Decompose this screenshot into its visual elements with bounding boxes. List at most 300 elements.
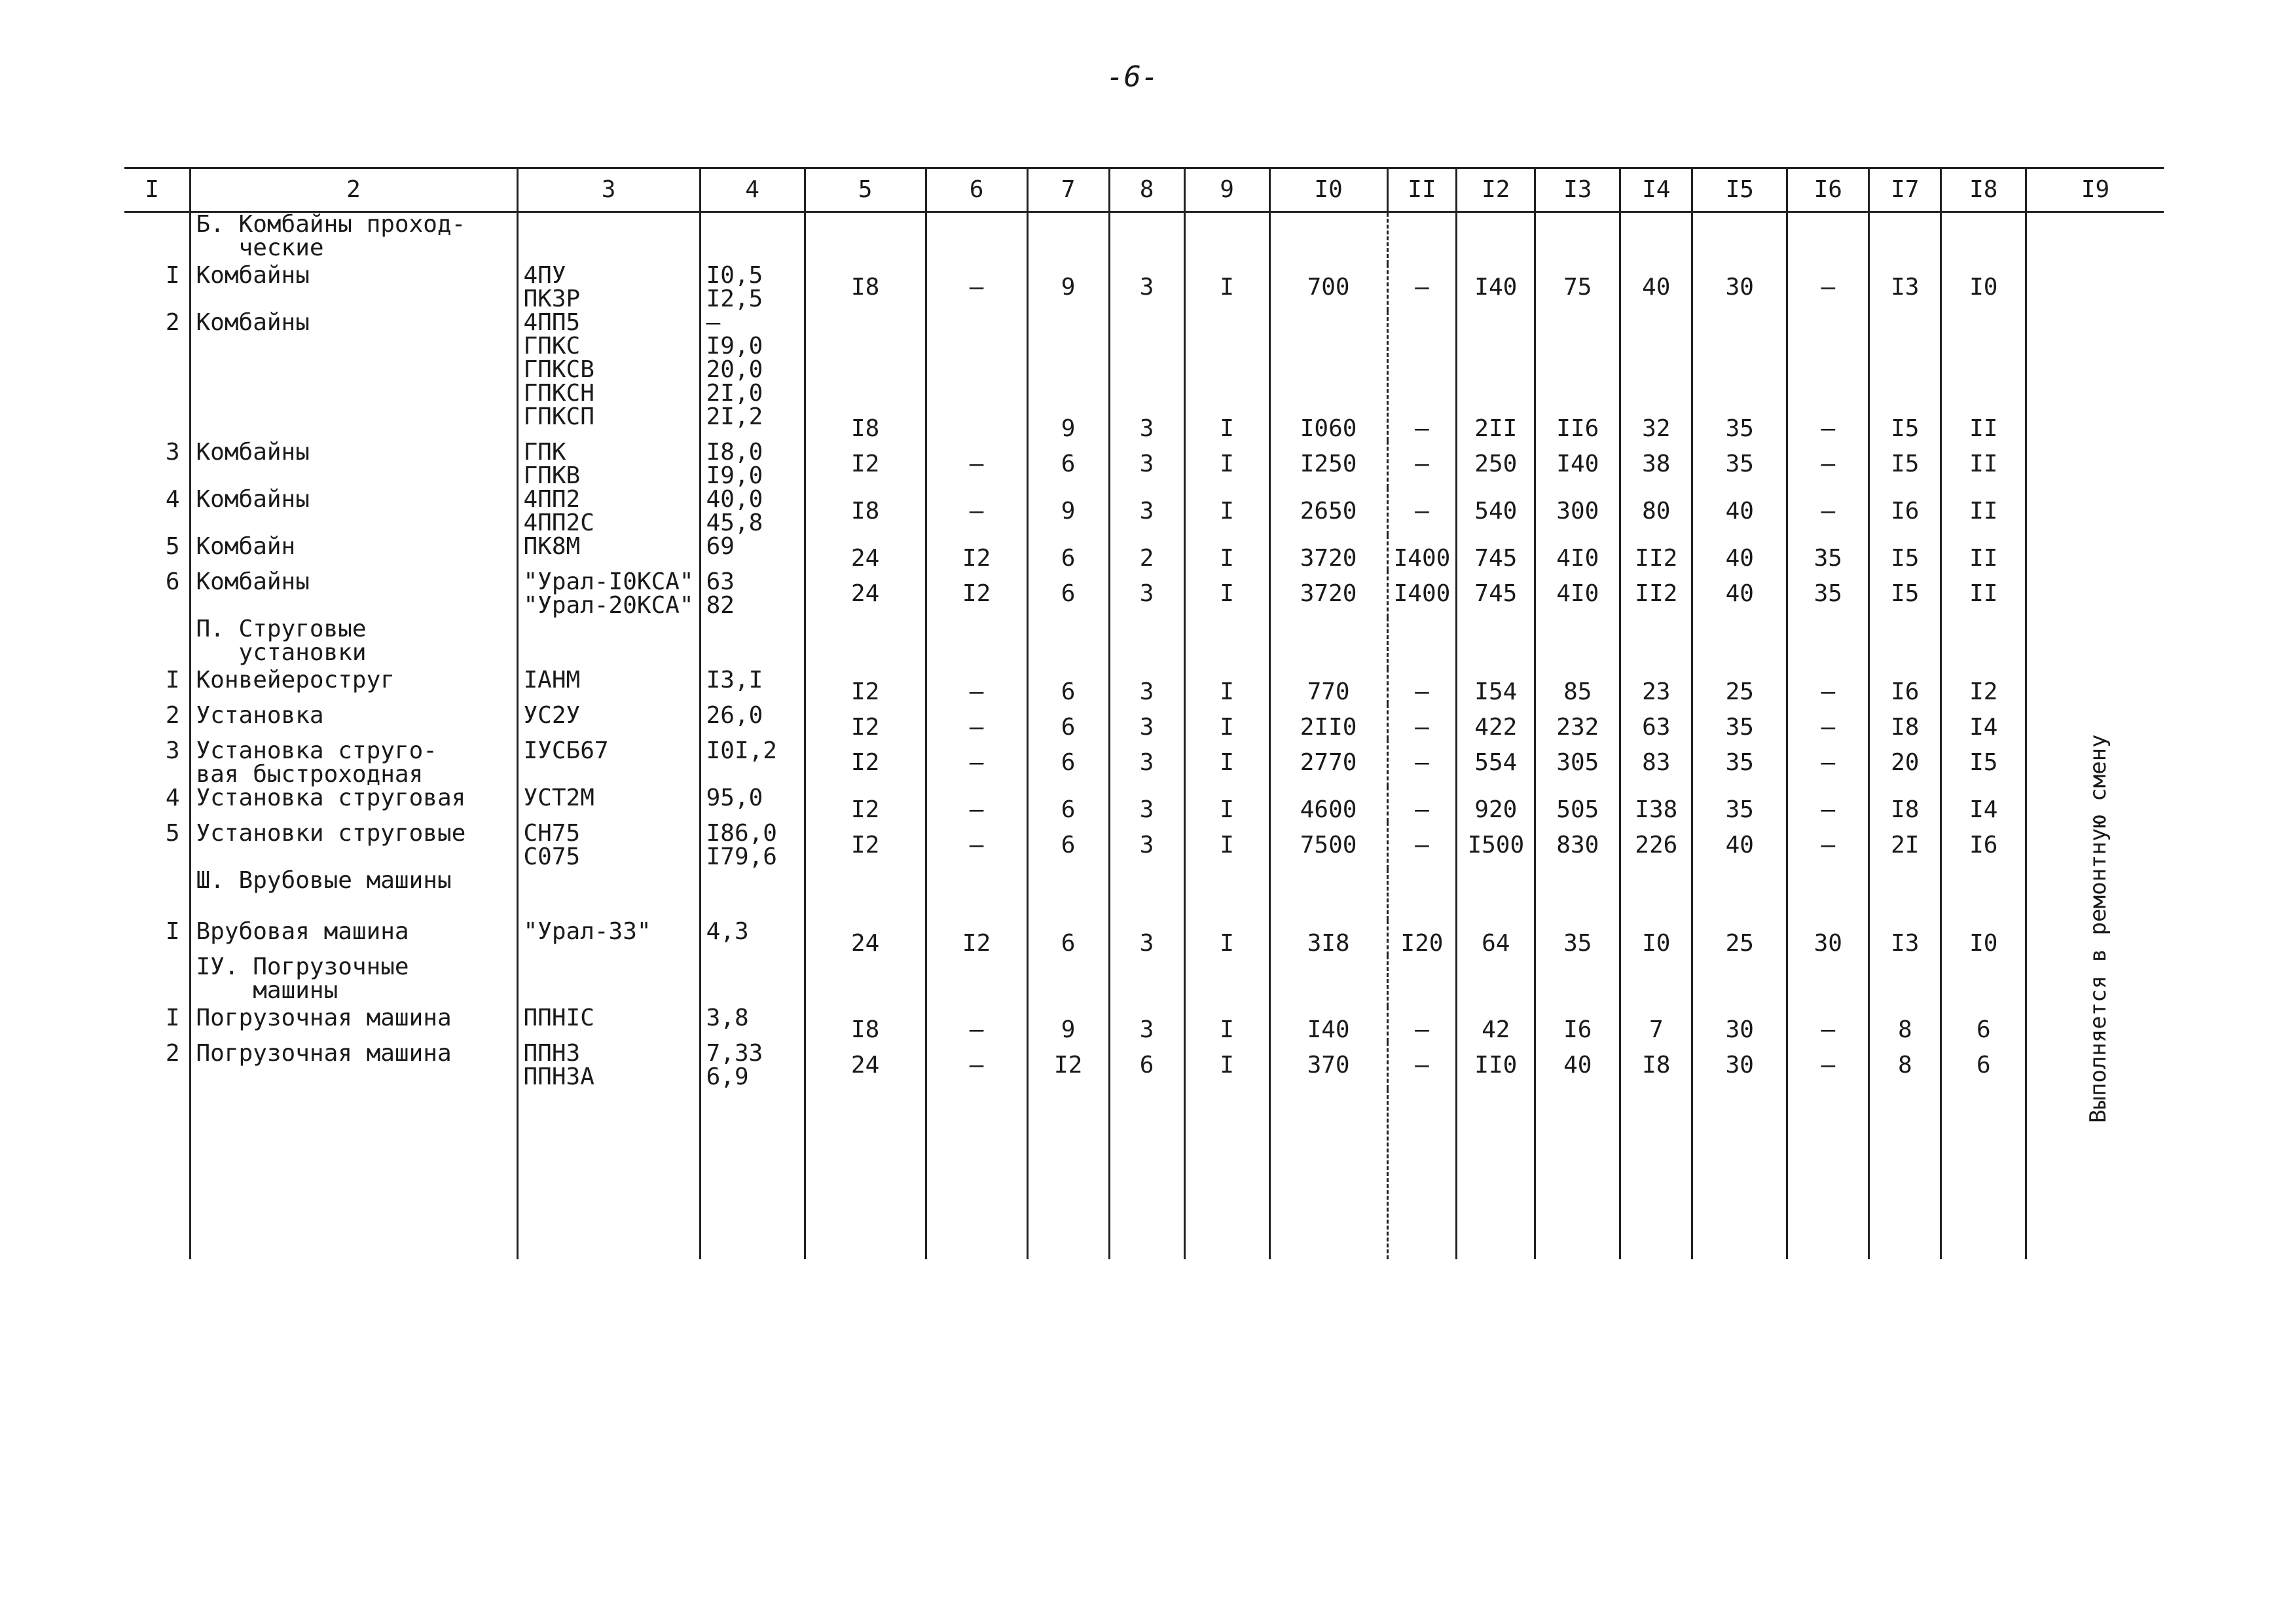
cell-col-1 [124,869,190,920]
cell-col-2: Установки струговые [190,822,517,869]
cell-col-11 [1387,212,1457,265]
cell-col-4 [700,955,805,1006]
cell-col-8: 3 [1109,669,1184,704]
cell-col-10: I060 [1269,311,1387,441]
section-row [124,955,2164,1006]
cell-col-6 [926,618,1027,669]
table-row [124,488,2164,535]
cell-col-9: I [1184,311,1269,441]
cell-col-14: 38 [1620,441,1692,488]
column-header-5: 5 [805,168,926,212]
cell-col-4: 40,0 45,8 [700,488,805,535]
cell-col-14 [1620,955,1692,1006]
cell-col-1: 5 [165,822,180,847]
cell-col-8: 2 [1109,535,1184,570]
cell-col-10: 3720 [1269,535,1387,570]
cell-col-11: – [1387,264,1457,311]
cell-col-11: – [1387,704,1457,739]
cell-col-3: ПК8М [517,535,700,570]
cell-col-6: – [926,1006,1027,1042]
table-row [124,822,2164,869]
blank-cell [1941,1089,2026,1259]
cell-col-16: – [1787,739,1869,786]
cell-col-13: 85 [1535,669,1620,704]
cell-col-7: 6 [1027,739,1109,786]
cell-col-13: 4I0 [1535,535,1620,570]
cell-col-19 [2026,535,2164,570]
cell-col-16: – [1787,669,1869,704]
cell-col-9 [1184,869,1269,920]
cell-col-1: I [165,264,180,289]
cell-col-7: 6 [1027,822,1109,869]
cell-col-4: 7,33 6,9 [700,1042,805,1089]
cell-col-10: 370 [1269,1042,1387,1089]
cell-col-1: 3 [165,441,180,466]
table-row [124,570,2164,618]
cell-col-2: Конвейероструг [190,669,517,704]
cell-col-15: 30 [1692,1042,1787,1089]
cell-col-13: I40 [1535,441,1620,488]
cell-col-14: 23 [1620,669,1692,704]
cell-col-10: I40 [1269,1006,1387,1042]
cell-col-5: 24 [805,1042,926,1089]
cell-col-12: 42 [1457,1006,1535,1042]
cell-col-5: I8 [805,1006,926,1042]
cell-col-2: Комбайны [190,264,517,311]
table-header [124,168,2164,212]
cell-col-5: I8 [805,264,926,311]
cell-col-15: 40 [1692,570,1787,618]
cell-col-6: – [926,822,1027,869]
cell-col-4: 95,0 [700,786,805,822]
cell-col-6: I2 [926,570,1027,618]
cell-col-12: 540 [1457,488,1535,535]
cell-col-17: I6 [1869,488,1941,535]
cell-col-4: 26,0 [700,704,805,739]
column-header-3: 3 [517,168,700,212]
cell-col-8: 6 [1109,1042,1184,1089]
blank-cell [1620,1089,1692,1259]
cell-col-9: I [1184,920,1269,955]
cell-col-3: 4ПУ ПКЗР [517,264,700,311]
cell-col-2: Погрузочная машина [190,1042,517,1089]
blank-cell [700,1089,805,1259]
cell-col-12: 554 [1457,739,1535,786]
blank-cell [1184,1089,1269,1259]
cell-col-12 [1457,869,1535,920]
cell-col-14: I38 [1620,786,1692,822]
cell-col-1: 4 [165,786,180,811]
cell-col-11: – [1387,1006,1457,1042]
cell-col-17: I5 [1869,441,1941,488]
cell-col-14: 63 [1620,704,1692,739]
cell-col-7: 9 [1027,311,1109,441]
blank-cell [1027,1089,1109,1259]
cell-col-18: 6 [1941,1042,2026,1089]
column-header-17: I7 [1869,168,1941,212]
cell-col-17: I5 [1869,535,1941,570]
table-row [124,311,2164,441]
cell-col-10: 7500 [1269,822,1387,869]
cell-col-10: 700 [1269,264,1387,311]
cell-col-3: УС2У [517,704,700,739]
cell-col-14: II2 [1620,570,1692,618]
cell-col-2: П. Струговые установки [190,618,517,669]
blank-cell [1457,1089,1535,1259]
cell-col-4: 63 82 [700,570,805,618]
cell-col-7: 6 [1027,704,1109,739]
cell-col-13 [1535,869,1620,920]
table-row [124,264,2164,311]
table-row [124,1042,2164,1089]
cell-col-13: 830 [1535,822,1620,869]
cell-col-13: 505 [1535,786,1620,822]
cell-col-15: 35 [1692,786,1787,822]
cell-col-8: 3 [1109,822,1184,869]
blank-cell [124,1089,190,1259]
column-header-11: II [1387,168,1457,212]
cell-col-15: 40 [1692,822,1787,869]
cell-col-13 [1535,212,1620,265]
cell-col-4: I3,I [700,669,805,704]
cell-col-1: I [165,920,180,945]
table-row [124,1006,2164,1042]
cell-col-10 [1269,955,1387,1006]
cell-col-17 [1869,212,1941,265]
cell-col-12 [1457,212,1535,265]
cell-col-2: Комбайны [190,441,517,488]
cell-col-14: I0 [1620,920,1692,955]
cell-col-9: I [1184,1006,1269,1042]
cell-col-12: 250 [1457,441,1535,488]
cell-col-3 [517,955,700,1006]
cell-col-1: 6 [165,570,180,595]
cell-col-6: – [926,264,1027,311]
cell-col-9: I [1184,264,1269,311]
cell-col-4: 4,3 [700,920,805,955]
cell-col-7: 6 [1027,786,1109,822]
cell-col-19 [2026,618,2164,669]
cell-col-15 [1692,618,1787,669]
cell-col-9: I [1184,786,1269,822]
blank-cell [1787,1089,1869,1259]
cell-col-3: "Урал-I0КСА" "Урал-20КСА" [517,570,700,618]
cell-col-5: I2 [805,669,926,704]
cell-col-11 [1387,869,1457,920]
cell-col-6: – [926,441,1027,488]
cell-col-7: 6 [1027,441,1109,488]
cell-col-15: 30 [1692,264,1787,311]
cell-col-12: 64 [1457,920,1535,955]
cell-col-2: Комбайны [190,311,517,441]
column-header-1: I [124,168,190,212]
blank-cell [190,1089,517,1259]
cell-col-16: – [1787,311,1869,441]
cell-col-13: 35 [1535,920,1620,955]
cell-col-11 [1387,618,1457,669]
cell-col-16 [1787,212,1869,265]
cell-col-16 [1787,955,1869,1006]
cell-col-15 [1692,955,1787,1006]
cell-col-1: 2 [165,311,180,336]
cell-col-10 [1269,618,1387,669]
table-body [124,212,2164,1260]
cell-col-15: 25 [1692,669,1787,704]
cell-col-16: – [1787,786,1869,822]
cell-col-9: I [1184,704,1269,739]
cell-col-11: – [1387,786,1457,822]
blank-cell [517,1089,700,1259]
blank-cell [805,1089,926,1259]
cell-col-16 [1787,869,1869,920]
cell-col-6: – [926,1042,1027,1089]
cell-col-5: I8 [805,311,926,441]
cell-col-5: I2 [805,441,926,488]
cell-col-10: 3I8 [1269,920,1387,955]
cell-col-2: Врубовая машина [190,920,517,955]
cell-col-14 [1620,212,1692,265]
cell-col-11: – [1387,441,1457,488]
page-number: -6- [1106,60,1159,94]
cell-col-2: Ш. Врубовые машины [190,869,517,920]
cell-col-11: – [1387,739,1457,786]
column-header-10: I0 [1269,168,1387,212]
cell-col-14: 226 [1620,822,1692,869]
cell-col-10: 2650 [1269,488,1387,535]
cell-col-16: – [1787,704,1869,739]
cell-col-5: 24 [805,570,926,618]
cell-col-9: I [1184,1042,1269,1089]
cell-col-7: 6 [1027,920,1109,955]
cell-col-7 [1027,955,1109,1006]
blank-cell [1535,1089,1620,1259]
column-header-14: I4 [1620,168,1692,212]
cell-col-18: II [1941,570,2026,618]
cell-col-6: – [926,786,1027,822]
blank-cell [1269,1089,1387,1259]
cell-col-9 [1184,955,1269,1006]
cell-col-14 [1620,869,1692,920]
cell-col-8: 3 [1109,488,1184,535]
cell-col-1 [124,618,190,669]
cell-col-6 [926,955,1027,1006]
section-row [124,212,2164,265]
cell-col-18 [1941,869,2026,920]
cell-col-4: 3,8 [700,1006,805,1042]
cell-col-3 [517,212,700,265]
cell-col-2: IУ. Погрузочные машины [190,955,517,1006]
cell-col-17 [1869,869,1941,920]
cell-col-3: СН75 С075 [517,822,700,869]
cell-col-8: 3 [1109,264,1184,311]
column-header-18: I8 [1941,168,2026,212]
column-header-6: 6 [926,168,1027,212]
cell-col-15: 35 [1692,311,1787,441]
cell-col-18 [1941,212,2026,265]
cell-col-2: Б. Комбайны проход- ческие [190,212,517,265]
column-header-2: 2 [190,168,517,212]
cell-col-13 [1535,618,1620,669]
cell-col-6 [926,869,1027,920]
cell-col-11: – [1387,669,1457,704]
cell-col-11: – [1387,1042,1457,1089]
cell-col-12: 422 [1457,704,1535,739]
cell-col-11: – [1387,488,1457,535]
cell-col-4: I86,0 I79,6 [700,822,805,869]
cell-col-2: Установка струго- вая быстроходная [190,739,517,786]
equipment-table [124,167,2164,1259]
cell-col-19 [2026,311,2164,441]
cell-col-3: 4ПП5 ГПКС ГПКСВ ГПКСН ГПКСП [517,311,700,441]
column-header-12: I2 [1457,168,1535,212]
cell-col-18: I4 [1941,786,2026,822]
cell-col-4: I8,0 I9,0 [700,441,805,488]
cell-col-9 [1184,212,1269,265]
cell-col-9: I [1184,488,1269,535]
cell-col-12: 745 [1457,570,1535,618]
cell-col-19 [2026,441,2164,488]
cell-col-11: I20 [1387,920,1457,955]
blank-cell [1869,1089,1941,1259]
column-header-16: I6 [1787,168,1869,212]
cell-col-12 [1457,955,1535,1006]
cell-col-1: 5 [165,535,180,560]
cell-col-13: II6 [1535,311,1620,441]
cell-col-1: 2 [165,1042,180,1067]
cell-col-18: II [1941,535,2026,570]
cell-col-4: – I9,0 20,0 2I,0 2I,2 [700,311,805,441]
cell-col-14: 7 [1620,1006,1692,1042]
blank-cell [926,1089,1027,1259]
cell-col-9 [1184,618,1269,669]
cell-col-16: – [1787,441,1869,488]
cell-col-11: – [1387,822,1457,869]
cell-col-2: Комбайны [190,488,517,535]
cell-col-14: 40 [1620,264,1692,311]
cell-col-7 [1027,869,1109,920]
cell-col-15: 35 [1692,739,1787,786]
cell-col-15: 35 [1692,704,1787,739]
cell-col-12 [1457,618,1535,669]
cell-col-7: 9 [1027,488,1109,535]
cell-col-10: 2770 [1269,739,1387,786]
cell-col-3 [517,869,700,920]
column-header-13: I3 [1535,168,1620,212]
cell-col-6: I2 [926,920,1027,955]
cell-col-18: I0 [1941,920,2026,955]
cell-col-16 [1787,618,1869,669]
cell-col-1: I [165,669,180,693]
cell-col-19 [2026,570,2164,618]
cell-col-11: I400 [1387,570,1457,618]
cell-col-14: II2 [1620,535,1692,570]
cell-col-18: I4 [1941,704,2026,739]
cell-col-18 [1941,955,2026,1006]
cell-col-5: I2 [805,786,926,822]
column-header-15: I5 [1692,168,1787,212]
cell-col-5 [805,212,926,265]
cell-col-8: 3 [1109,704,1184,739]
column-header-19: I9 [2026,168,2164,212]
cell-col-13: 4I0 [1535,570,1620,618]
cell-col-13: 305 [1535,739,1620,786]
cell-col-12: II0 [1457,1042,1535,1089]
side-note: Выполняется в ремонтную смену [2085,734,2111,1123]
cell-col-17: 8 [1869,1042,1941,1089]
cell-col-16: – [1787,488,1869,535]
cell-col-17: I3 [1869,264,1941,311]
cell-col-3: ППН3 ППН3А [517,1042,700,1089]
cell-col-14 [1620,618,1692,669]
cell-col-2: Установка струговая [190,786,517,822]
column-header-9: 9 [1184,168,1269,212]
cell-col-3 [517,618,700,669]
cell-col-12: I500 [1457,822,1535,869]
cell-col-3: ГПК ГПКВ [517,441,700,488]
cell-col-8 [1109,618,1184,669]
cell-col-17: I8 [1869,786,1941,822]
cell-col-13: 40 [1535,1042,1620,1089]
cell-col-15 [1692,869,1787,920]
cell-col-2: Комбайн [190,535,517,570]
cell-col-13 [1535,955,1620,1006]
cell-col-18: II [1941,488,2026,535]
cell-col-19 [2026,212,2164,265]
cell-col-2: Погрузочная машина [190,1006,517,1042]
cell-col-13: 232 [1535,704,1620,739]
cell-col-5: 24 [805,535,926,570]
cell-col-1 [124,955,190,1006]
cell-col-8 [1109,212,1184,265]
cell-col-7: 9 [1027,1006,1109,1042]
cell-col-10: 4600 [1269,786,1387,822]
cell-col-17: I3 [1869,920,1941,955]
cell-col-12: 745 [1457,535,1535,570]
cell-col-3: УСТ2М [517,786,700,822]
cell-col-8: 3 [1109,739,1184,786]
cell-col-17 [1869,618,1941,669]
cell-col-8 [1109,869,1184,920]
cell-col-12: 920 [1457,786,1535,822]
cell-col-12: 2II [1457,311,1535,441]
cell-col-3: 4ПП2 4ПП2С [517,488,700,535]
cell-col-8: 3 [1109,441,1184,488]
cell-col-12: I54 [1457,669,1535,704]
table-row [124,739,2164,786]
cell-col-3: IУСБ67 [517,739,700,786]
cell-col-18: I5 [1941,739,2026,786]
cell-col-16: – [1787,1006,1869,1042]
cell-col-7: 6 [1027,570,1109,618]
blank-cell [1692,1089,1787,1259]
column-header-7: 7 [1027,168,1109,212]
cell-col-5: 24 [805,920,926,955]
cell-col-7 [1027,212,1109,265]
cell-col-1: 3 [165,739,180,764]
cell-col-2: Комбайны [190,570,517,618]
cell-col-17: 2I [1869,822,1941,869]
cell-col-16: – [1787,822,1869,869]
cell-col-18: I0 [1941,264,2026,311]
cell-col-19 [2026,488,2164,535]
cell-col-4 [700,869,805,920]
cell-col-5: I8 [805,488,926,535]
cell-col-13: 75 [1535,264,1620,311]
cell-col-8: 3 [1109,570,1184,618]
cell-col-10 [1269,869,1387,920]
cell-col-10: I250 [1269,441,1387,488]
blank-cell [1387,1089,1457,1259]
